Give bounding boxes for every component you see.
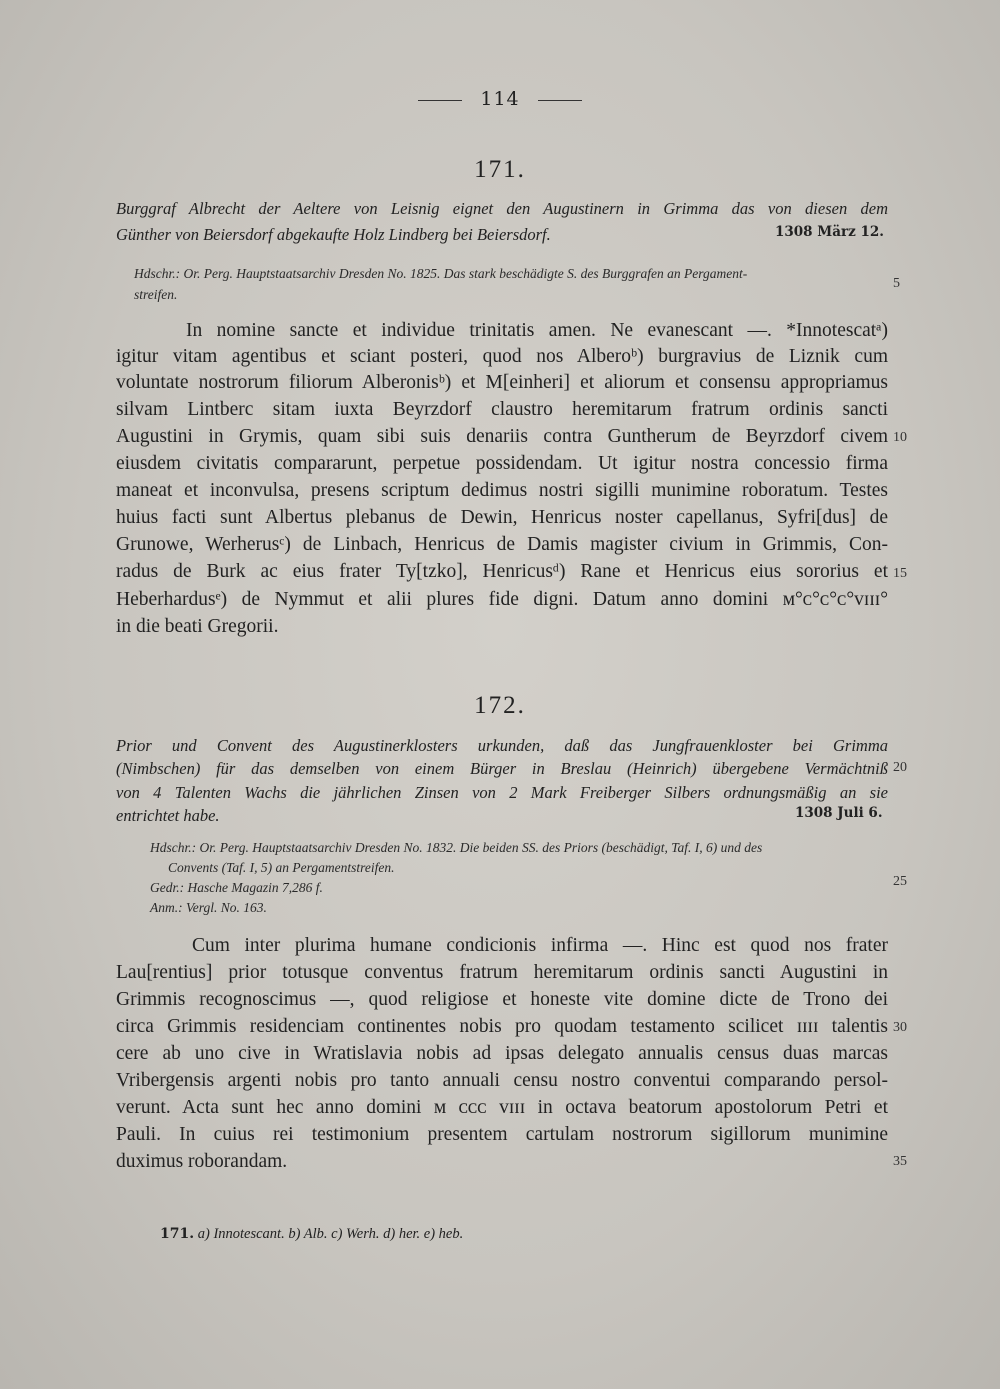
regest-line: Günther von Beiersdorf abgekaufte Holz Lindberg bei Beiersdorf. xyxy=(116,225,551,244)
manuscript-note: streifen. xyxy=(134,287,178,302)
document-date: 1308 März 12. xyxy=(775,224,884,240)
text-line: circa Grimmis residenciam continentes nobis pro quodam testamento scilicet ɪɪɪɪ talentis xyxy=(116,1016,888,1037)
regest-line: Prior und Convent des Augustinerklosters urkunden, daß das Jungfrauenkloster bei Grimma xyxy=(116,736,888,755)
regest-line: von 4 Talenten Wachs die jährlichen Zinsen von 2 Mark Freiberger Silbers ordnungsmäßig an sie xyxy=(116,783,888,802)
manuscript-note: Convents (Taf. I, 5) an Pergamentstreifen. xyxy=(168,860,395,875)
document-date: 1308 Juli 6. xyxy=(795,805,883,821)
text-line: voluntate nostrorum filiorum Alberonisᵇ) et M[einheri] et aliorum et consensu appropriamus xyxy=(116,372,888,393)
document-number: 171. xyxy=(474,156,526,183)
line-number: 35 xyxy=(893,1154,907,1169)
line-number: 10 xyxy=(893,430,907,445)
manuscript-note: Hdschr.: Or. Perg. Hauptstaatsarchiv Dresden No. 1825. Das stark beschädigte S. des Burggrafen an Pergament- xyxy=(134,266,748,281)
text-line: igitur vitam agentibus et sciant posteri, quod nos Alberoᵇ) burgravius de Liznik cum xyxy=(116,346,888,367)
line-number: 25 xyxy=(893,874,907,889)
page-number: 114 xyxy=(480,88,520,110)
text-line: Augustini in Grymis, quam sibi suis denariis contra Guntherum de Beyrzdorf civem xyxy=(116,426,888,447)
document-number: 172. xyxy=(474,692,526,719)
text-line: Pauli. In cuius rei testimonium presentem cartulam nostrorum sigillorum munimine xyxy=(116,1124,888,1145)
header-rule-right xyxy=(538,100,582,101)
annotation-note: Anm.: Vergl. No. 163. xyxy=(150,900,267,915)
footnote-text: a) Innotescant. b) Alb. c) Werh. d) her. e) heb. xyxy=(197,1226,464,1242)
text-line: in die beati Gregorii. xyxy=(116,616,279,637)
text-line: duximus roborandam. xyxy=(116,1151,288,1172)
regest-line: entrichtet habe. xyxy=(116,806,220,825)
text-line: verunt. Acta sunt hec anno domini ᴍ ᴄᴄᴄ ᴠɪɪɪ in octava beatorum apostolorum Petri et xyxy=(116,1097,888,1118)
text-line: radus de Burk ac eius frater Ty[tzko], Henricusᵈ) Rane et Henricus eius sororius et xyxy=(116,561,888,582)
regest-line: (Nimbschen) für das demselben von einem Bürger in Breslau (Heinrich) übergebene Vermächtniß xyxy=(116,759,888,778)
regest-line: Burggraf Albrecht der Aeltere von Leisnig eignet den Augustinern in Grimma das von diesen dem xyxy=(116,199,888,218)
text-line: silvam Lintberc sitam iuxta Beyrzdorf claustro heremitarum fratrum ordinis sancti xyxy=(116,399,888,420)
header-rule-left xyxy=(418,100,462,101)
line-number: 30 xyxy=(893,1020,907,1035)
line-number: 20 xyxy=(893,760,907,775)
text-line: Vribergensis argenti nobis pro tanto annuali censu nostro conventui comparando persol- xyxy=(116,1070,888,1091)
line-number: 15 xyxy=(893,566,907,581)
text-line: In nomine sancte et individue trinitatis amen. Ne evanescant —. *Innotescatᵃ) xyxy=(186,320,888,341)
text-line: Heberhardusᵉ) de Nymmut et alii plures fide digni. Datum anno domini ᴍ°ᴄ°ᴄ°ᴄ°ᴠɪɪɪ° xyxy=(116,589,888,610)
text-line: Grimmis recognoscimus —, quod religiose et honeste vite domine dicte de Trono dei xyxy=(116,989,888,1010)
text-line: huius facti sunt Albertus plebanus de Dewin, Henricus noster capellanus, Syfri[dus] de xyxy=(116,507,888,528)
text-line: Lau[rentius] prior totusque conventus fratrum heremitarum ordinis sancti Augustini in xyxy=(116,962,888,983)
footnote xyxy=(160,1226,463,1243)
text-line: cere ab uno cive in Wratislavia nobis ad ipsas delegato annualis census duas marcas xyxy=(116,1043,888,1064)
footnote-ref: 171. xyxy=(160,1226,195,1242)
manuscript-note: Hdschr.: Or. Perg. Hauptstaatsarchiv Dresden No. 1832. Die beiden SS. des Priors (beschädigt, Taf. I, 6) und des xyxy=(150,840,763,855)
text-line: Grunowe, Werherusᶜ) de Linbach, Henricus de Damis magister civium in Grimmis, Con- xyxy=(116,534,888,555)
page-header xyxy=(0,88,1000,110)
text-line: Cum inter plurima humane condicionis infirma —. Hinc est quod nos frater xyxy=(192,935,888,956)
text-line: maneat et inconvulsa, presens scriptum dedimus nostri sigilli munimine roboratum. Testes xyxy=(116,480,888,501)
print-note: Gedr.: Hasche Magazin 7,286 f. xyxy=(150,880,323,895)
line-number: 5 xyxy=(893,276,900,291)
text-line: eiusdem civitatis compararunt, perpetue possidendam. Ut igitur nostra concessio firma xyxy=(116,453,888,474)
